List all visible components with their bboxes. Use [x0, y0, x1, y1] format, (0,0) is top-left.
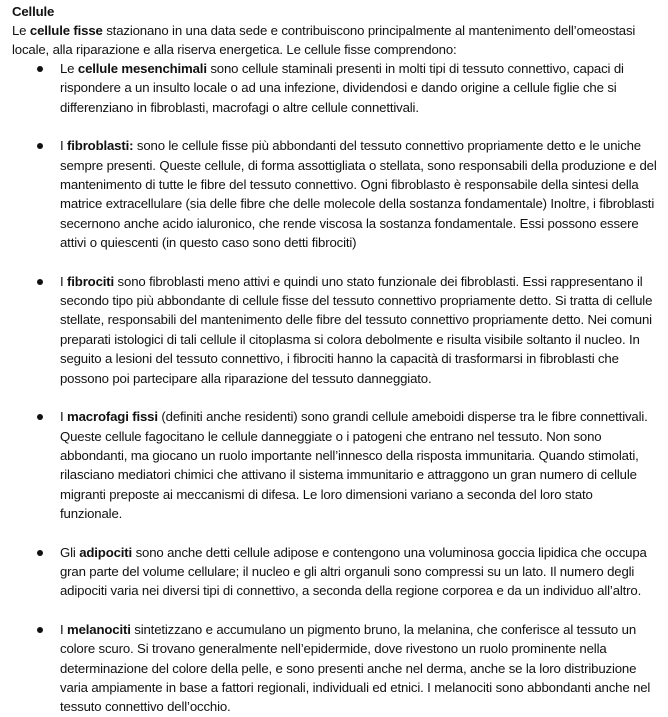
item-prefix: I [60, 621, 68, 637]
item-text: sono fibroblasti meno attivi e quindi uno stato funzionale dei fibroblasti. Essi rappresentano il secondo tipo più abbondante di cellule fisse del tessuto connettivo propriamente detto. Si tratta di cellule stellate, responsabili del mantenimento delle fibre del tessuto connettivo propriamente detto. Nei comuni preparati istologici di tali cellule il citoplasma si colora debolmente e risulta visibile soltanto il nucleo. In seguito a lesioni del tessuto connettivo, i fibrociti hanno la capacità di trasformarsi in fibroblasti che possono poi partecipare alla riparazione del tessuto danneggiato. [60, 273, 653, 386]
item-text: sono anche detti cellule adipose e contengono una voluminosa goccia lipidica che occupa gran parte del volume cellulare; il nucleo e gli altri organuli sono compressi su un lato. Il numero degli adipociti varia nei diversi tipi di connettivo, a seconda della regione corporea e da un individuo all’altro. [60, 544, 647, 599]
list-item-adipociti [12, 543, 658, 601]
item-text: sintetizzano e accumulano un pigmento bruno, la melanina, che conferisce al tessuto un colore scuro. Si trovano generalmente nell’epidermide, dove rivestono un ruolo prominente nella determinazione del colore della pelle, e sono presenti anche nel derma, anche se la loro distribuzione varia ampiamente in base a fattori regionali, individuali ed etnici. I melanociti sono abbondanti anche nel tessuto connettivo dell’occhio. [60, 621, 651, 715]
item-prefix: I [60, 409, 68, 425]
item-prefix: I [60, 138, 68, 154]
bullet-icon [37, 279, 43, 285]
bullet-icon [37, 414, 43, 420]
item-bold-term: adipociti [79, 544, 133, 560]
item-bold-term: fibroblasti: [67, 138, 134, 154]
bullet-icon [37, 143, 43, 149]
item-bold-term: cellule mesenchimali [77, 61, 207, 76]
list-item-macrofagi-fissi [12, 407, 658, 523]
intro-bold-term: cellule fisse [29, 23, 103, 38]
list-item-fibrociti [12, 272, 658, 388]
item-prefix: Gli [60, 544, 80, 560]
bullet-icon [37, 627, 43, 633]
bullet-icon [37, 550, 43, 556]
intro-text: stazionano in una data sede e contribuiscono principalmente al mantenimento dell’omeostasi locale, alla riparazione e alla riserva energetica. Le cellule fisse comprendono: [12, 23, 636, 57]
section-title: Cellule [12, 4, 55, 19]
list-item-fibroblasti [12, 136, 658, 252]
cell-types-list [12, 59, 658, 717]
item-bold-term: melanociti [67, 621, 131, 637]
item-bold-term: macrofagi fissi [67, 409, 158, 425]
item-text: sono le cellule fisse più abbondanti del tessuto connettivo propriamente detto e le uniche sempre presenti. Queste cellule, di forma assottigliata o stellata, sono responsabili della produzione e del mantenimento di tutte le fibre del tessuto connettivo. Ogni fibroblasto è responsabile della sintesi della matrice extracellulare (sia delle fibre che delle molecole della sostanza fondamentale) Inoltre, i fibroblasti secernono anche acido ialuronico, che rende viscosa la sostanza fondamentale. Essi possono essere attivi o quiescenti (in questo caso sono detti fibrociti) [60, 138, 657, 251]
item-bold-term: fibrociti [67, 273, 115, 289]
intro-prefix: Le [12, 23, 30, 38]
item-prefix: Le [60, 61, 78, 76]
item-prefix: I [60, 273, 68, 289]
list-item-melanociti [12, 620, 658, 717]
intro-paragraph [12, 21, 658, 59]
list-item-mesenchimali [12, 59, 658, 117]
item-text: (definiti anche residenti) sono grandi cellule ameboidi disperse tra le fibre connettivali. Queste cellule fagocitano le cellule danneggiate o i patogeni che entrano nel tessuto. Non sono abbondanti, ma giocano un ruolo importante nell’innesco della risposta immunitaria. Quando stimolati, rilasciano mediatori chimici che attivano il sistema immunitario e attraggono un gran numero di cellule migranti preposte ai meccanismi di difesa. Le loro dimensioni variano a seconda del loro stato funzionale. [60, 409, 648, 522]
item-text: sono cellule staminali presenti in molti tipi di tessuto connettivo, capaci di rispondere a un insulto locale o ad una infezione, dividendosi e dando origine a cellule figlie che si differenziano in fibroblasti, macrofagi o altre cellule connettivali. [60, 61, 624, 115]
bullet-icon [37, 66, 43, 72]
